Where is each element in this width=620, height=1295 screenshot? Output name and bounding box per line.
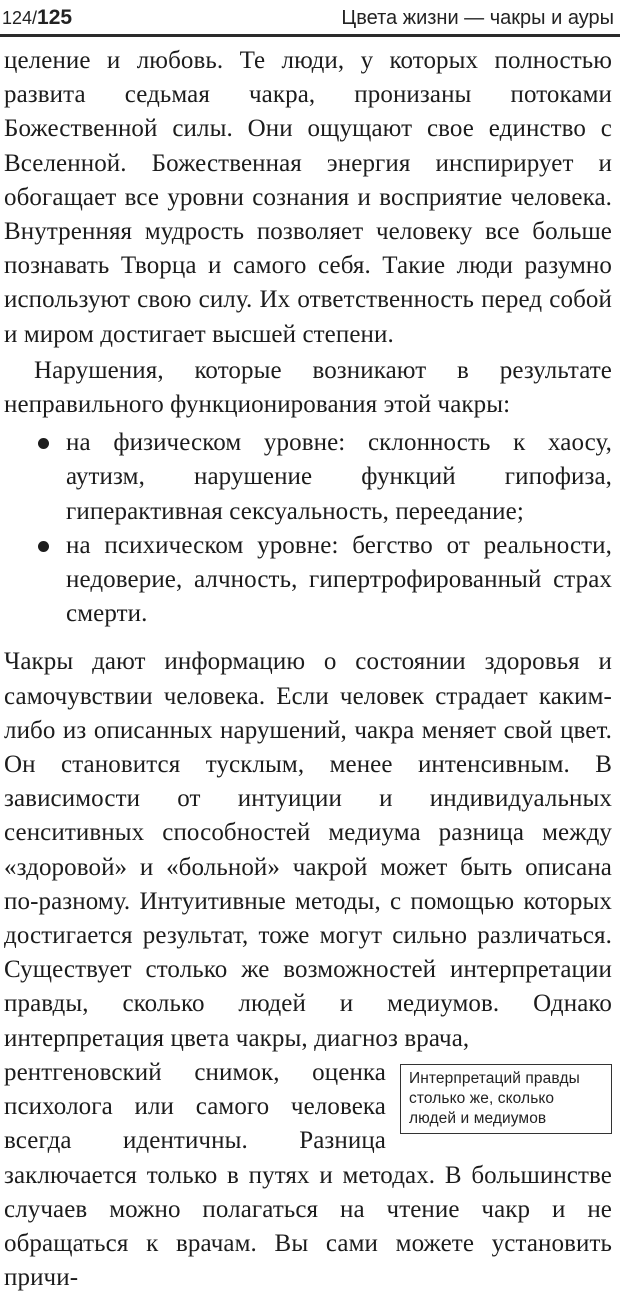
page-number-right: 125 — [37, 6, 73, 29]
bullet-text-psychic: на психическом уровне: бегство от реальности, недоверие, алчность, гипертрофированный страх смерти. — [66, 531, 612, 628]
bullet-item-physical — [4, 426, 612, 529]
page-body — [4, 44, 612, 1295]
bullet-icon — [38, 438, 49, 449]
paragraph-4: рентгеновский снимок, оценка психолога или самого человека всегда идентичны. Разница заключается только в путях и методах. В большинстве случаев можно полагаться на чтение чакр и не обращаться к врачам. Вы сами можете установить причи- — [4, 1058, 612, 1292]
page-number — [2, 6, 72, 30]
bullet-item-psychic — [4, 529, 612, 632]
paragraph-1: целение и любовь. Те люди, у которых полностью развита седьмая чакра, пронизаны потоками Божественной силы. Они ощущают свое единство с Вселенной. Божественная энергия инспирирует и обогащает все уровни сознания и восприятие человека. Внутренняя мудрость позволяет человеку все больше познавать Творца и самого себя. Такие люди разумно используют свою силу. Их ответственность перед собой и миром достигает высшей степени. — [4, 47, 612, 348]
page-number-left: 124/ — [2, 8, 38, 28]
bullet-icon — [38, 541, 49, 552]
paragraph-2: Нарушения, которые возникают в результате неправильного функционирования этой чакры: — [4, 356, 612, 419]
running-header — [0, 0, 620, 40]
running-title: Цвета жизни — чакры и ауры — [341, 7, 614, 29]
header-rule — [0, 34, 620, 37]
bullet-list — [4, 426, 612, 631]
paragraph-3: Чакры дают информацию о состоянии здоровья и самочувствии человека. Если человек страдает каким-либо из описанных нарушений, чакра меняет свой цвет. Он становится тусклым, менее интенсивным. В зависимости от интуиции и индивидуальных сенситивных способностей медиума разница между «здоровой» и «больной» чакрой может быть описана по-разному. Интуитивные методы, с помощью которых достигается результат, тоже могут сильно различаться. Существует столько же возможностей интерпретации правды, сколько людей и медиумов. Однако интерпретация цвета чакры, диагноз врача, — [4, 648, 612, 1052]
margin-note: Интерпретаций правды столько же, сколько людей и медиумов — [400, 1064, 612, 1134]
bullet-text-physical: на физическом уровне: склонность к хаосу, аутизм, нарушение функций гипофиза, гиперактивная сексуальность, переедание; — [66, 429, 612, 525]
